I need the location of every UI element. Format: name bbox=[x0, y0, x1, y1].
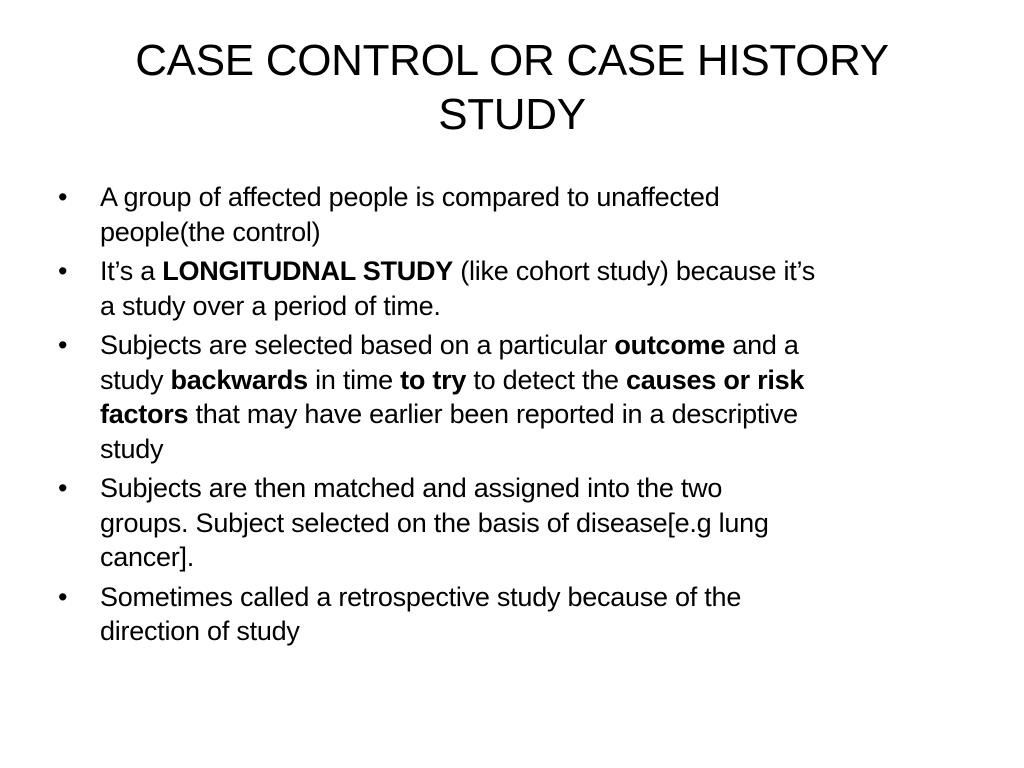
bullet-dot-icon: • bbox=[58, 182, 68, 212]
bullet-list bbox=[56, 180, 974, 654]
text-run: (like cohort study) because it’s bbox=[453, 256, 815, 286]
bullet-line bbox=[100, 397, 974, 432]
bullet-dot-icon: • bbox=[58, 473, 68, 503]
bullet-item bbox=[56, 180, 974, 249]
bullet-line: a study over a period of time. bbox=[100, 290, 441, 321]
bullet-line: A group of affected people is compared to unaffected bbox=[100, 182, 720, 212]
bold-text: to try bbox=[400, 364, 467, 395]
bullet-item bbox=[56, 471, 974, 575]
bullet-item bbox=[56, 580, 974, 649]
text-run: Subjects are selected based on a particular bbox=[100, 330, 615, 360]
bullet-dot-icon: • bbox=[58, 581, 68, 612]
bold-text: causes or risk bbox=[626, 364, 805, 395]
bullet-line bbox=[100, 328, 974, 363]
bullet-line: people(the control) bbox=[100, 216, 321, 247]
text-run: that may have earlier been reported in a descriptive bbox=[188, 399, 798, 429]
title-line: CASE CONTROL OR CASE HISTORY bbox=[135, 36, 889, 85]
text-run: study bbox=[100, 364, 171, 395]
bullet-line: direction of study bbox=[100, 616, 300, 646]
bullet-line: Sometimes called a retrospective study because of the bbox=[100, 581, 742, 612]
bold-text: outcome bbox=[614, 330, 726, 360]
bullet-item bbox=[56, 254, 974, 323]
bullet-dot-icon: • bbox=[58, 256, 68, 286]
bullet-line: Subjects are then matched and assigned into the two bbox=[100, 473, 723, 503]
bullet-line bbox=[100, 363, 974, 398]
slide-title bbox=[90, 34, 934, 142]
bullet-dot-icon: • bbox=[58, 330, 68, 360]
bullet-line: groups. Subject selected on the basis of disease[e.g lung bbox=[100, 507, 769, 538]
bullet-line: study bbox=[100, 433, 164, 464]
text-run: and a bbox=[725, 330, 799, 360]
text-run: It’s a bbox=[100, 256, 163, 286]
bold-text: LONGITUDNAL STUDY bbox=[162, 256, 454, 286]
text-run: in time bbox=[307, 364, 401, 395]
text-run: to detect the bbox=[466, 364, 627, 395]
bold-text: factors bbox=[100, 399, 189, 429]
bold-text: backwards bbox=[170, 364, 308, 395]
bullet-line: cancer]. bbox=[100, 542, 195, 572]
bullet-line bbox=[100, 254, 974, 289]
title-line: STUDY bbox=[438, 90, 586, 139]
bullet-item bbox=[56, 328, 974, 466]
